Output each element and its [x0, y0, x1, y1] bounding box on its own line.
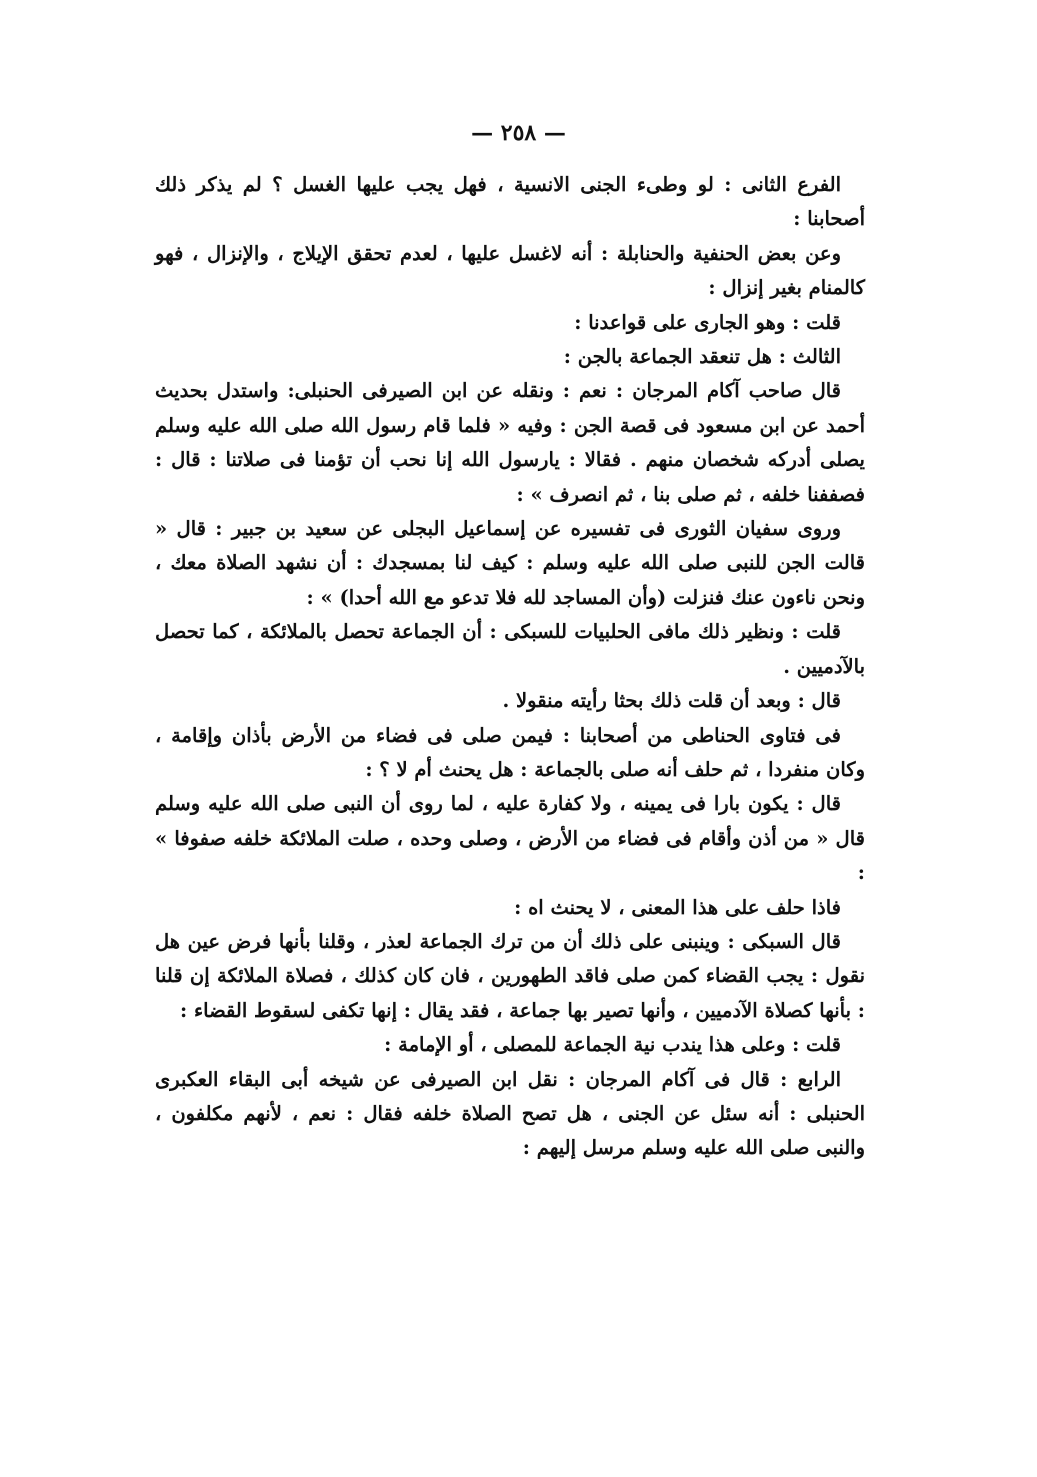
paragraph: الثالث : هل تنعقد الجماعة بالجن : [563, 345, 841, 369]
paragraph: وعن بعض الحنفية والحنابلة : أنه لاغسل عليها ، لعدم تحقق الإيلاج ، والإنزال ، فهو كالمنام بغير إنزال : [155, 241, 865, 300]
paragraph: فاذا حلف على هذا المعنى ، لا يحنث اه : [514, 895, 841, 919]
paragraph: قلت : وعلى هذا يندب نية الجماعة للمصلى ، أو الإمامة : [384, 1033, 841, 1057]
paragraph: الفرع الثانى : لو وطىء الجنى الانسية ، فهل يجب عليها الغسل ؟ لم يذكر ذلك أصحابنا : [155, 173, 865, 231]
paragraph: قال : يكون بارا فى يمينه ، ولا كفارة عليه ، لما روى أن النبى صلى الله عليه وسلم قال « من أذن وأقام فى فضاء من الأرض ، وصلى وحده ، صلت الملائكة خلفه صفوفا » : [155, 792, 865, 885]
paragraph: فى فتاوى الحناطى من أصحابنا : فيمن صلى فى فضاء من الأرض بأذان وإقامة ، وكان منفردا ، ثم حلف أنه صلى بالجماعة : هل يحنث أم لا ؟ : [155, 723, 865, 781]
paragraph: قال صاحب آكام المرجان : نعم : ونقله عن ابن الصيرفى الحنبلى: واستدل بحديث أحمد عن ابن مسعود فى قصة الجن : وفيه « فلما قام رسول الله صلى الله عليه وسلم يصلى أدركه شخصان منهم . فقالا : يارسول الله إنا نحب أن تؤمنا فى صلاتنا : قال : فصففنا خلفه ، ثم صلى بنا ، ثم انصرف » : [155, 379, 865, 506]
paragraph: قلت : ونظير ذلك مافى الحلبيات للسبكى : أن الجماعة تحصل بالملائكة ، كما تحصل بالآدميين . [155, 620, 865, 678]
body-text [155, 168, 865, 1166]
paragraph: وروى سفيان الثورى فى تفسيره عن إسماعيل البجلى عن سعيد بن جبير : قال « قالت الجن للنبى صلى الله عليه وسلم : كيف لنا بمسجدك : أن نشهد الصلاة معك ، ونحن ناءون عنك فنزلت (وأن المساجد لله فلا تدعو مع الله أحدا) » : [155, 517, 865, 609]
page-number: — ٢٥٨ — [471, 120, 566, 146]
paragraph: الرابع : قال فى آكام المرجان : نقل ابن الصيرفى عن شيخه أبى البقاء العكبرى الحنبلى : أنه سئل عن الجنى ، هل تصح الصلاة خلفه فقال : نعم ، لأنهم مكلفون ، والنبى صلى الله عليه وسلم مرسل إليهم : [155, 1067, 865, 1160]
paragraph: قلت : وهو الجارى على قواعدنا : [574, 310, 841, 334]
paragraph: قال السبكى : وينبنى على ذلك أن من ترك الجماعة لعذر ، وقلنا بأنها فرض عين هل نقول : يجب القضاء كمن صلى فاقد الطهورين ، فان كان كذلك ، فصلاة الملائكة إن قلنا : بأنها كصلاة الآدميين ، وأنها تصير بها جماعة ، فقد يقال : إنها تكفى لسقوط القضاء : [155, 929, 865, 1022]
paragraph: قال : وبعد أن قلت ذلك بحثا رأيته منقولا . [502, 689, 841, 713]
